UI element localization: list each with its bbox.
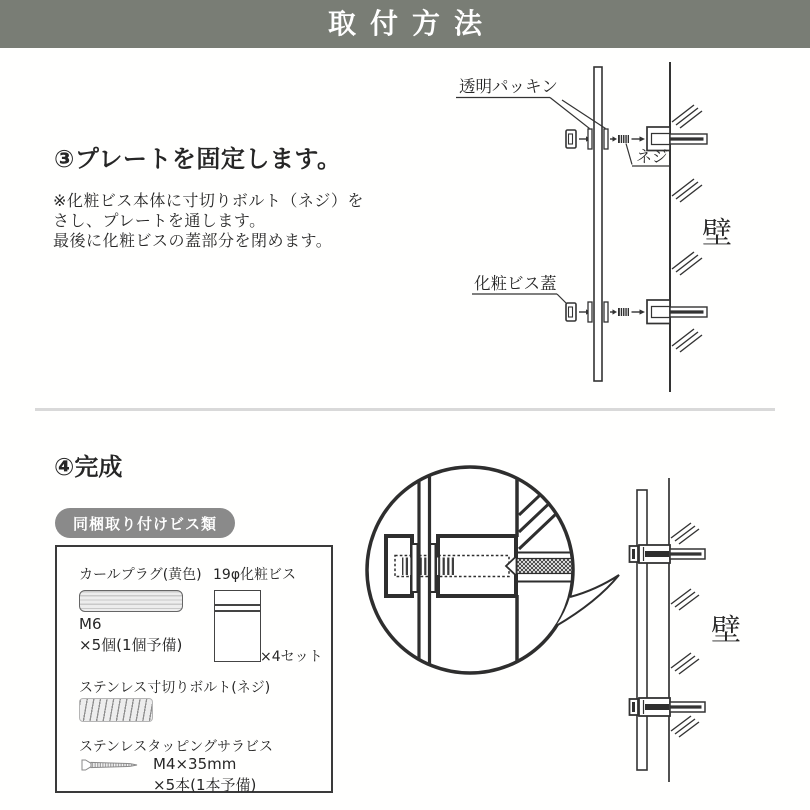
packing-washer-large	[412, 544, 418, 592]
wall-hatch	[672, 252, 702, 275]
step3-body-line2: さし、プレートを通します。	[53, 211, 266, 230]
arrow-head-icon	[640, 309, 646, 314]
arrow-head-icon	[613, 309, 618, 314]
mounted-fixture-bottom	[630, 698, 706, 716]
magnifier-balloon-diagram	[355, 452, 625, 687]
bolt-through-body	[645, 551, 669, 557]
tapping-screw-drawing	[81, 757, 139, 773]
tapping-screw-qty: ×5本(1本予備)	[153, 776, 257, 794]
cap-part	[566, 303, 576, 321]
threaded-bolt-drawing	[79, 698, 153, 722]
plug-name: カールプラグ(黄色)	[79, 567, 202, 583]
leader-line	[550, 98, 590, 129]
wall-hatch	[672, 329, 702, 352]
wall-hatch	[672, 105, 702, 128]
step3-title: ③プレートを固定します。	[54, 145, 342, 173]
packing-washer	[604, 302, 608, 322]
threaded-bolt-name: ステンレス寸切りボルト(ネジ)	[79, 680, 271, 696]
label-packing: 透明パッキン	[459, 77, 558, 96]
cap-inner	[632, 702, 635, 712]
step4-diagram	[600, 460, 810, 790]
screw-shaft	[91, 762, 137, 767]
step3-diagram	[440, 55, 810, 405]
tapping-screw-size: M4×35mm	[153, 755, 237, 773]
arrow-head-icon	[640, 136, 646, 141]
decorative-screw-name: 19φ化粧ビス	[213, 567, 297, 583]
tapping-screw-name: ステンレスタッピングサラビス	[79, 739, 273, 755]
leader-line	[557, 294, 567, 304]
packing-washer	[604, 129, 608, 149]
screw-body	[647, 300, 670, 324]
included-screws-badge: 同梱取り付けビス類	[55, 508, 235, 538]
step3-body-line1: ※化粧ビス本体に寸切りボルト（ネジ）を	[53, 191, 364, 210]
page-title: 取付方法	[327, 7, 496, 40]
header-bar	[0, 0, 810, 48]
tapping-screw-shaft	[517, 559, 575, 574]
step3-body-line3: 最後に化粧ビスの蓋部分を閉めます。	[53, 231, 333, 250]
label-wall: 壁	[711, 613, 741, 648]
step3-body	[53, 191, 364, 251]
plate	[594, 67, 602, 381]
wall-hatch	[671, 653, 699, 674]
packing-washer	[588, 302, 592, 322]
section-divider	[35, 408, 775, 411]
bolt-thread-section	[437, 558, 455, 576]
decorative-screw-drawing	[214, 590, 261, 662]
plate	[637, 490, 647, 770]
screw-drawing-line	[215, 604, 260, 606]
cap-part	[566, 130, 576, 148]
step4-title: ④完成	[54, 453, 123, 481]
assembly-row-bottom	[566, 300, 707, 324]
cap-inner	[632, 549, 635, 559]
plug-size: M6	[79, 615, 102, 633]
mounted-fixture-top	[630, 545, 706, 563]
decorative-screw-qty: ×4セット	[260, 649, 323, 665]
plug-drawing	[79, 590, 183, 612]
label-wall: 壁	[702, 216, 732, 251]
wall-hatch	[671, 716, 699, 737]
screw-drawing-line	[215, 610, 260, 612]
parts-list-box	[55, 545, 333, 793]
wall-hatch	[671, 589, 699, 610]
arrow-head-icon	[613, 136, 618, 141]
plug-qty: ×5個(1個予備)	[79, 636, 183, 654]
label-cap: 化粧ビス蓋	[474, 274, 557, 293]
wall-hatch	[671, 523, 699, 544]
bolt-through-body	[645, 704, 669, 710]
packing-washer	[588, 129, 592, 149]
screw-head	[82, 760, 91, 770]
label-screw: ネジ	[636, 147, 669, 166]
leader-line	[626, 144, 632, 165]
wall-hatch	[672, 179, 702, 202]
